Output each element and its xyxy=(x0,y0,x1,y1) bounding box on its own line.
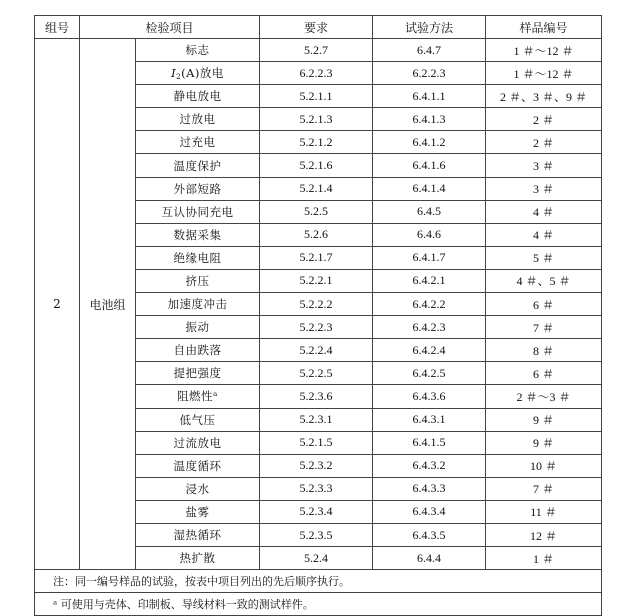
sample-number-cell: 7 ＃ xyxy=(486,477,602,500)
sample-number-cell: 4 ＃ xyxy=(486,200,602,223)
header-sample-no: 样品编号 xyxy=(486,16,602,39)
test-method-cell: 6.4.4 xyxy=(373,547,486,570)
test-item-cell: 静电放电 xyxy=(136,85,260,108)
test-item-cell: 数据采集 xyxy=(136,223,260,246)
test-item-cell: 温度循环 xyxy=(136,454,260,477)
sample-number-cell: 4 ＃、5 ＃ xyxy=(486,269,602,292)
requirement-cell: 5.2.1.3 xyxy=(260,108,373,131)
test-item-cell: 振动 xyxy=(136,316,260,339)
test-method-cell: 6.4.2.2 xyxy=(373,293,486,316)
requirement-cell: 5.2.1.6 xyxy=(260,154,373,177)
requirement-cell: 5.2.3.6 xyxy=(260,385,373,408)
test-method-cell: 6.4.6 xyxy=(373,223,486,246)
requirement-cell: 5.2.2.4 xyxy=(260,339,373,362)
test-item-label: (A)放电 xyxy=(181,66,224,81)
header-test-item: 检验项目 xyxy=(80,16,260,39)
test-method-cell: 6.4.3.4 xyxy=(373,500,486,523)
table-note: 注：同一编号样品的试验，按表中项目列出的先后顺序执行。 xyxy=(35,570,602,593)
note-row xyxy=(35,570,602,593)
test-method-cell: 6.4.1.1 xyxy=(373,85,486,108)
test-items-table xyxy=(34,15,602,616)
current-symbol: I xyxy=(171,66,177,81)
sample-number-cell: 2 ＃～3 ＃ xyxy=(486,385,602,408)
test-method-cell: 6.4.3.2 xyxy=(373,454,486,477)
test-method-cell: 6.4.5 xyxy=(373,200,486,223)
table-row xyxy=(35,39,602,62)
sample-number-cell: 7 ＃ xyxy=(486,316,602,339)
sample-number-cell: 2 ＃ xyxy=(486,131,602,154)
test-table-sheet xyxy=(34,15,601,616)
test-item-cell: 标志 xyxy=(136,39,260,62)
header-group-no: 组号 xyxy=(35,16,80,39)
requirement-cell: 5.2.5 xyxy=(260,200,373,223)
test-method-cell: 6.4.1.3 xyxy=(373,108,486,131)
sample-number-cell: 2 ＃、3 ＃、9 ＃ xyxy=(486,85,602,108)
test-method-cell: 6.4.2.4 xyxy=(373,339,486,362)
requirement-cell: 5.2.4 xyxy=(260,547,373,570)
requirement-cell: 5.2.2.1 xyxy=(260,269,373,292)
sample-number-cell: 1 ＃～12 ＃ xyxy=(486,39,602,62)
table-header-row xyxy=(35,16,602,39)
requirement-cell: 5.2.1.2 xyxy=(260,131,373,154)
requirement-cell: 5.2.2.2 xyxy=(260,293,373,316)
test-item-cell: 浸水 xyxy=(136,477,260,500)
group-name-cell: 电池组 xyxy=(80,39,136,570)
test-method-cell: 6.4.2.5 xyxy=(373,362,486,385)
test-item-cell: 绝缘电阻 xyxy=(136,246,260,269)
sample-number-cell: 8 ＃ xyxy=(486,339,602,362)
sample-number-cell: 6 ＃ xyxy=(486,293,602,316)
sample-number-cell: 1 ＃ xyxy=(486,547,602,570)
test-item-cell: 低气压 xyxy=(136,408,260,431)
test-item-cell: 提把强度 xyxy=(136,362,260,385)
requirement-cell: 5.2.1.1 xyxy=(260,85,373,108)
test-method-cell: 6.4.1.4 xyxy=(373,177,486,200)
requirement-cell: 5.2.3.1 xyxy=(260,408,373,431)
test-method-cell: 6.4.3.5 xyxy=(373,523,486,546)
test-method-cell: 6.4.1.5 xyxy=(373,431,486,454)
test-item-cell: 过流放电 xyxy=(136,431,260,454)
sample-number-cell: 3 ＃ xyxy=(486,177,602,200)
requirement-cell: 5.2.3.5 xyxy=(260,523,373,546)
test-method-cell: 6.4.3.3 xyxy=(373,477,486,500)
sample-number-cell: 11 ＃ xyxy=(486,500,602,523)
sample-number-cell: 10 ＃ xyxy=(486,454,602,477)
table-footnote: ᵃ 可使用与壳体、印制板、导线材料一致的测试样件。 xyxy=(35,593,602,616)
test-method-cell: 6.4.1.7 xyxy=(373,246,486,269)
test-method-cell: 6.4.1.2 xyxy=(373,131,486,154)
test-method-cell: 6.4.2.1 xyxy=(373,269,486,292)
requirement-cell: 5.2.2.3 xyxy=(260,316,373,339)
sample-number-cell: 1 ＃～12 ＃ xyxy=(486,62,602,85)
sample-number-cell: 5 ＃ xyxy=(486,246,602,269)
requirement-cell: 5.2.1.4 xyxy=(260,177,373,200)
test-item-cell: 湿热循环 xyxy=(136,523,260,546)
sample-number-cell: 9 ＃ xyxy=(486,408,602,431)
requirement-cell: 5.2.2.5 xyxy=(260,362,373,385)
requirement-cell: 5.2.1.5 xyxy=(260,431,373,454)
test-method-cell: 6.4.1.6 xyxy=(373,154,486,177)
footnote-row xyxy=(35,593,602,616)
test-method-cell: 6.2.2.3 xyxy=(373,62,486,85)
test-item-cell: 互认协同充电 xyxy=(136,200,260,223)
requirement-cell: 5.2.3.2 xyxy=(260,454,373,477)
requirement-cell: 5.2.3.3 xyxy=(260,477,373,500)
test-method-cell: 6.4.3.1 xyxy=(373,408,486,431)
sample-number-cell: 4 ＃ xyxy=(486,223,602,246)
table-body xyxy=(35,39,602,570)
test-item-cell: 过充电 xyxy=(136,131,260,154)
sample-number-cell: 3 ＃ xyxy=(486,154,602,177)
test-method-cell: 6.4.3.6 xyxy=(373,385,486,408)
header-requirement: 要求 xyxy=(260,16,373,39)
test-item-cell: 自由跌落 xyxy=(136,339,260,362)
header-test-method: 试验方法 xyxy=(373,16,486,39)
test-item-cell xyxy=(136,62,260,85)
test-item-cell: 加速度冲击 xyxy=(136,293,260,316)
requirement-cell: 5.2.6 xyxy=(260,223,373,246)
test-item-cell: 盐雾 xyxy=(136,500,260,523)
sample-number-cell: 9 ＃ xyxy=(486,431,602,454)
requirement-cell: 5.2.7 xyxy=(260,39,373,62)
test-item-cell: 挤压 xyxy=(136,269,260,292)
sample-number-cell: 6 ＃ xyxy=(486,362,602,385)
test-item-cell: 阻燃性ᵃ xyxy=(136,385,260,408)
requirement-cell: 5.2.1.7 xyxy=(260,246,373,269)
group-number-cell: 2 xyxy=(35,39,80,570)
test-item-cell: 外部短路 xyxy=(136,177,260,200)
sample-number-cell: 12 ＃ xyxy=(486,523,602,546)
test-method-cell: 6.4.7 xyxy=(373,39,486,62)
test-item-cell: 过放电 xyxy=(136,108,260,131)
test-item-cell: 温度保护 xyxy=(136,154,260,177)
requirement-cell: 6.2.2.3 xyxy=(260,62,373,85)
test-method-cell: 6.4.2.3 xyxy=(373,316,486,339)
test-item-cell: 热扩散 xyxy=(136,547,260,570)
sample-number-cell: 2 ＃ xyxy=(486,108,602,131)
requirement-cell: 5.2.3.4 xyxy=(260,500,373,523)
current-subscript: 2 xyxy=(176,73,182,82)
